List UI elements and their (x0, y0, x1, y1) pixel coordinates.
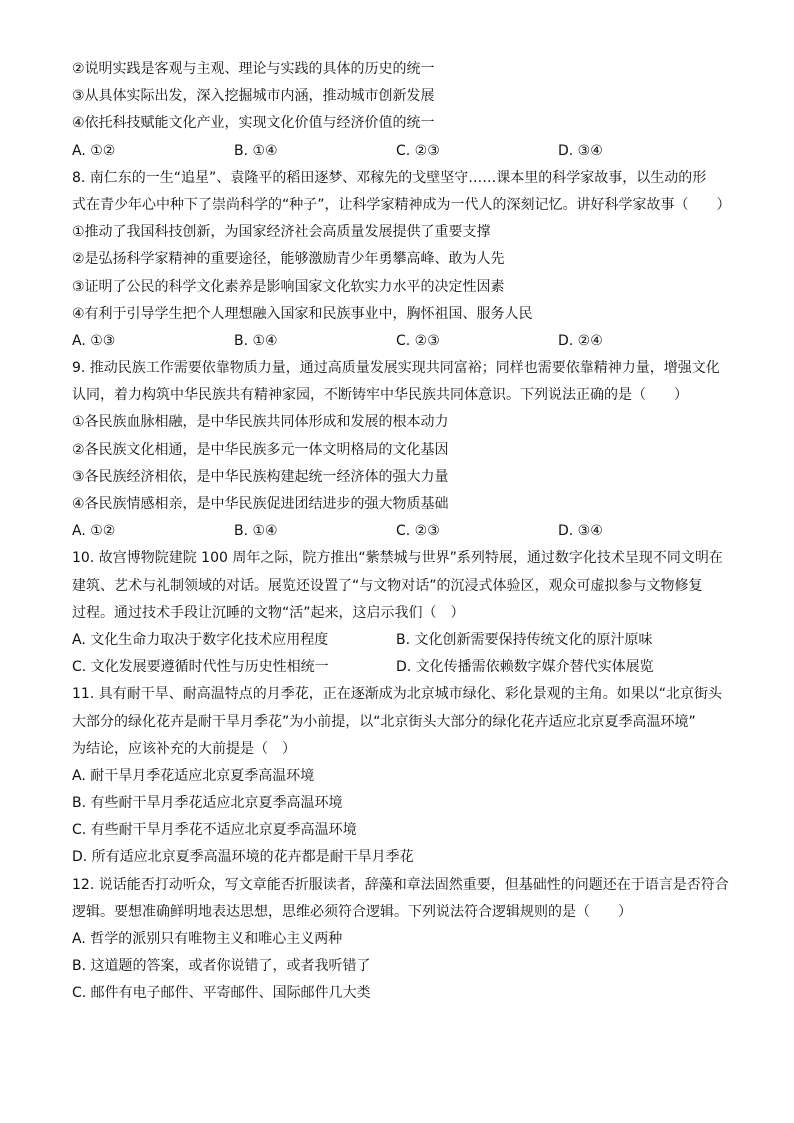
option-a[interactable]: A. ①③ (72, 332, 116, 349)
question-12 (72, 872, 732, 1008)
option-a[interactable]: A. ①② (72, 142, 116, 159)
option-d[interactable]: D. ③④ (558, 142, 603, 159)
option-c[interactable]: C. ②③ (396, 142, 440, 159)
statement: ①各民族血脉相融，是中华民族共同体形成和发展的根本动力 (72, 414, 449, 431)
statement: ④依托科技赋能文化产业，实现文化价值与经济价值的统一 (72, 115, 435, 132)
statement: ③从具体实际出发，深入挖掘城市内涵，推动城市创新发展 (72, 88, 435, 105)
statement: ②说明实践是客观与主观、理论与实践的具体的历史的统一 (72, 61, 435, 77)
question-9 (72, 355, 732, 545)
question-11 (72, 681, 732, 871)
option-b[interactable]: B. 这道题的答案，或者你说错了，或者我听错了 (72, 958, 371, 975)
question-stem: 8. 南仁东的一生“追星”、袁隆平的稻田逐梦、邓稼先的戈壁坚守……课本里的科学家故事，以生动的形 (72, 169, 707, 186)
question-stem: 为结论，应该补充的大前提是（ ） (72, 740, 296, 757)
option-c[interactable]: C. 邮件有电子邮件、平寄邮件、国际邮件几大类 (72, 985, 371, 1002)
question-stem: 9. 推动民族工作需要依靠物质力量，通过高质量发展实现共同富裕；同样也需要依靠精神力量，增强文化 (72, 360, 720, 377)
answer-options (72, 518, 732, 545)
option-a[interactable]: A. ①② (72, 523, 116, 540)
statement: ①推动了我国科技创新，为国家经济社会高质量发展提供了重要支撑 (72, 224, 491, 241)
option-b[interactable]: B. 文化创新需要保持传统文化的原汁原味 (396, 631, 653, 648)
answer-options (72, 328, 732, 355)
option-d[interactable]: D. 所有适应北京夏季高温环境的花卉都是耐干旱月季花 (72, 849, 414, 866)
option-c[interactable]: C. ②③ (396, 523, 440, 540)
option-a[interactable]: A. 耐干旱月季花适应北京夏季高温环境 (72, 767, 315, 784)
option-b[interactable]: B. ①④ (234, 142, 278, 159)
question-7 (72, 56, 732, 165)
question-stem: 过程。通过技术手段让沉睡的文物“活”起来，这启示我们（ ） (72, 604, 465, 621)
statement: ③各民族经济相依，是中华民族构建起统一经济体的强大力量 (72, 468, 449, 485)
exam-page (72, 56, 732, 1066)
option-b[interactable]: B. 有些耐干旱月季花适应北京夏季高温环境 (72, 795, 343, 812)
question-stem: 建筑、艺术与礼制领域的对话。展览还设置了“与文物对话”的沉浸式体验区，观众可虚拟参与文物修复 (72, 577, 703, 594)
question-8 (72, 165, 732, 355)
statement: ④各民族情感相亲，是中华民族促进团结进步的强大物质基础 (72, 496, 449, 512)
question-stem: 式在青少年心中种下了崇尚科学的“种子”，让科学家精神成为一代人的深刻记忆。讲好科学家故事（ ） (72, 196, 731, 213)
option-a[interactable]: A. 文化生命力取决于数字化技术应用程度 (72, 631, 329, 648)
option-b[interactable]: B. ①④ (234, 523, 278, 540)
answer-options-row (72, 627, 732, 654)
option-c[interactable]: C. ②③ (396, 332, 440, 349)
question-stem: 12. 说话能否打动听众，写文章能否折服读者，辞藻和章法固然重要，但基础性的问题还在于语言是否符合 (72, 876, 729, 893)
statement: ②各民族文化相通，是中华民族多元一体文明格局的文化基因 (72, 441, 449, 458)
statement: ④有利于引导学生把个人理想融入国家和民族事业中，胸怀祖国、服务人民 (72, 305, 533, 322)
question-stem: 认同，着力构筑中华民族共有精神家园，不断铸牢中华民族共同体意识。下列说法正确的是（ ） (72, 387, 688, 404)
answer-options-row (72, 654, 732, 681)
option-b[interactable]: B. ①④ (234, 332, 278, 349)
answer-options (72, 138, 732, 165)
option-c[interactable]: C. 有些耐干旱月季花不适应北京夏季高温环境 (72, 822, 357, 839)
option-c[interactable]: C. 文化发展要遵循时代性与历史性相统一 (72, 659, 329, 676)
question-stem: 10. 故宫博物院建院 100 周年之际，院方推出“紫禁城与世界”系列特展，通过数字化技术呈现不同文明在 (72, 550, 723, 567)
question-10 (72, 545, 732, 681)
question-stem: 11. 具有耐干旱、耐高温特点的月季花，正在逐渐成为北京城市绿化、彩化景观的主角。如果以“北京街头 (72, 686, 722, 703)
statement: ②是弘扬科学家精神的重要途径，能够激励青少年勇攀高峰、敢为人先 (72, 251, 505, 268)
question-stem: 逻辑。要想准确鲜明地表达思想，思维必须符合逻辑。下列说法符合逻辑规则的是（ ） (72, 903, 632, 920)
option-a[interactable]: A. 哲学的派别只有唯物主义和唯心主义两种 (72, 931, 343, 947)
option-d[interactable]: D. 文化传播需依赖数字媒介替代实体展览 (396, 659, 654, 676)
statement: ③证明了公民的科学文化素养是影响国家文化软实力水平的决定性因素 (72, 278, 505, 295)
option-d[interactable]: D. ②④ (558, 332, 603, 349)
question-stem: 大部分的绿化花卉是耐干旱月季花”为小前提，以“北京街头大部分的绿化花卉适应北京夏季高温环境” (72, 713, 696, 730)
option-d[interactable]: D. ③④ (558, 523, 603, 540)
